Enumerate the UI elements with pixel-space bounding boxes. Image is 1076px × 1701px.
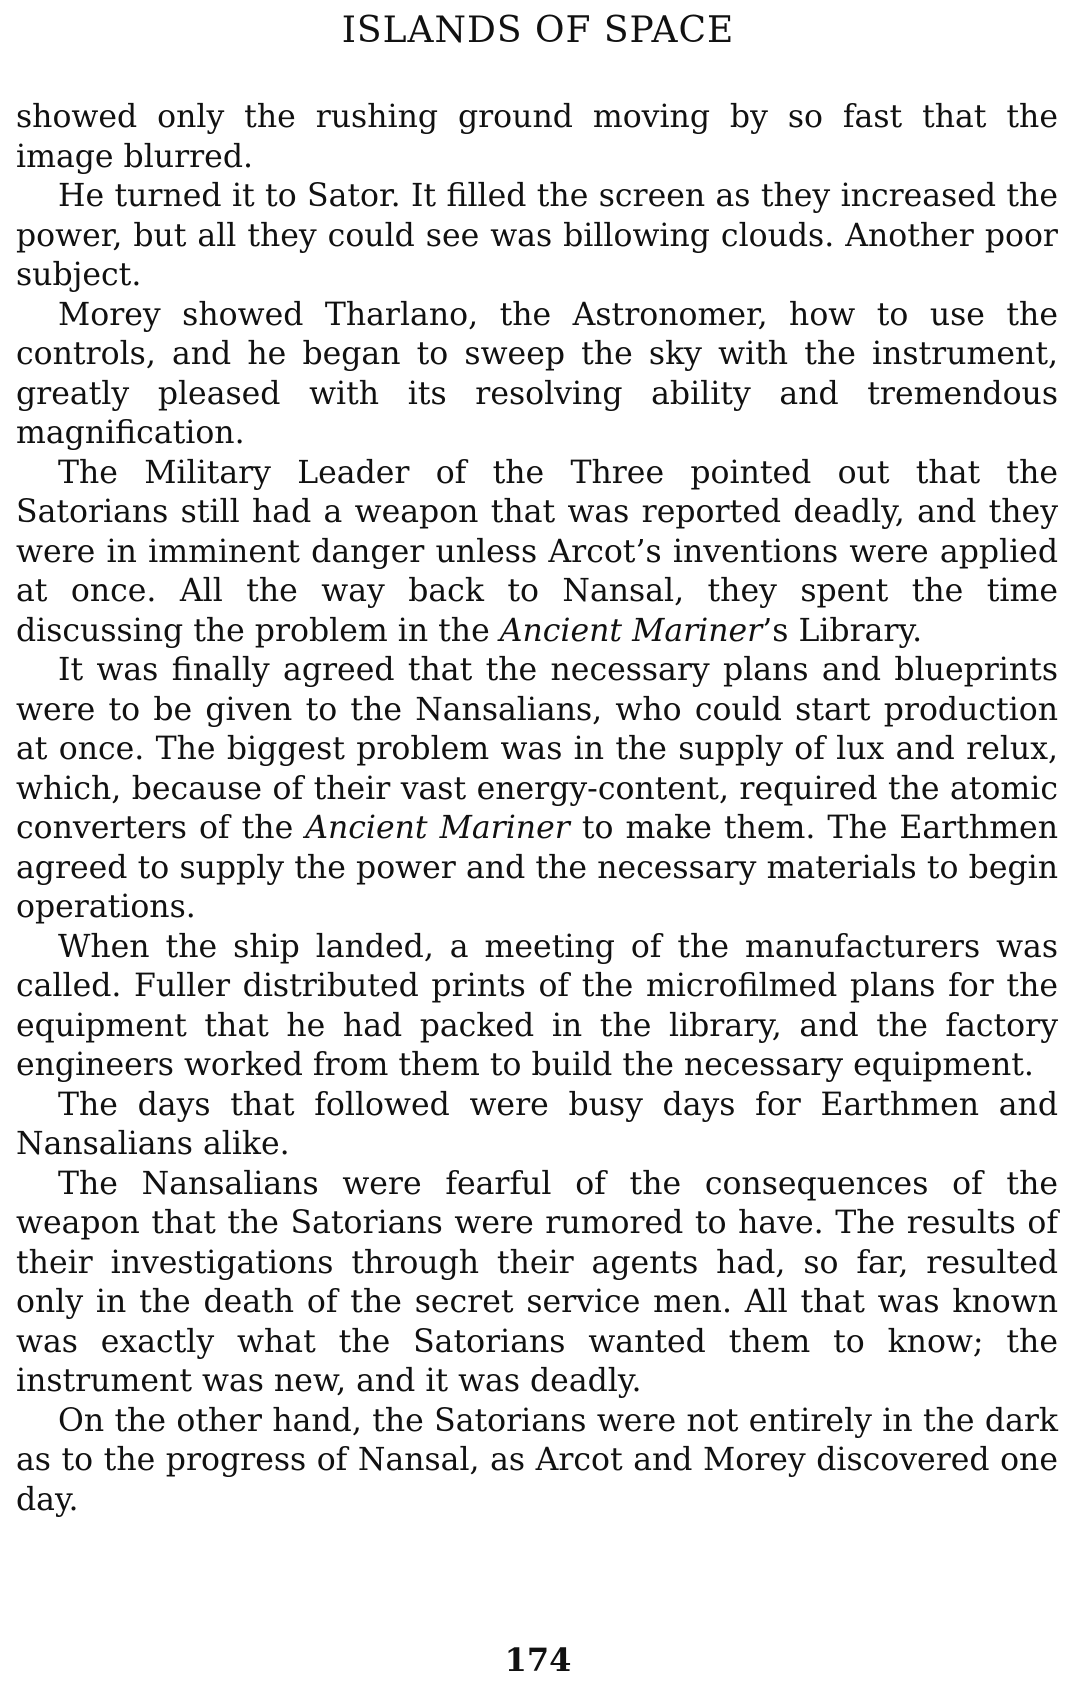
paragraph-text: The days that followed were busy days for Earthmen and Nansalians alike.: [16, 1086, 1058, 1162]
paragraph-text: Morey showed Tharlano, the Astronomer, how to use the controls, and he began to sweep the sky with the instrument, greatly pleased with its resolving ability and tremendous magnification.: [16, 296, 1058, 451]
paragraph-text: He turned it to Sator. It filled the screen as they increased the power, but all they could see was billowing clouds. Another poor subject.: [16, 178, 1058, 293]
paragraph-text: showed only the rushing ground moving by so fast that the image blurred.: [16, 99, 1058, 175]
ship-name-italic: Ancient Mariner: [499, 612, 763, 649]
paragraph: [16, 651, 1058, 928]
paragraph: [16, 98, 1058, 177]
paragraph-text: On the other hand, the Satorians were not entirely in the dark as to the progress of Nansal, as Arcot and Morey discovered one day.: [16, 1402, 1058, 1518]
paragraph-text: ’s Library.: [762, 612, 923, 649]
paragraph: [16, 177, 1058, 296]
paragraph: [16, 296, 1058, 454]
ship-name-italic: Ancient Mariner: [305, 810, 570, 846]
paragraph-text: The Nansalians were fearful of the consequences of the weapon that the Satorians were rumored to have. The results of their investigations through their agents had, so far, resulted only in the death of the secret service men. All that was known was exactly what the Satorians wanted them to know; the instrument was new, and it was deadly.: [16, 1165, 1058, 1399]
paragraph: [16, 1165, 1058, 1402]
paragraph-text: to make them. The Earthmen agreed to supply the power and the necessary materials to begin operations.: [16, 810, 1058, 925]
paragraph: [16, 1402, 1058, 1521]
body-text: [16, 98, 1058, 1520]
paragraph: [16, 454, 1058, 652]
paragraph: [16, 1086, 1058, 1165]
page-number: 174: [504, 1641, 572, 1679]
running-head: ISLANDS OF SPACE: [341, 10, 735, 51]
paragraph-text: When the ship landed, a meeting of the manufacturers was called. Fuller distributed prints of the microfilmed plans for the equipment that he had packed in the library, and the factory engineers worked from them to build the necessary equipment.: [16, 928, 1058, 1083]
paragraph: [16, 928, 1058, 1086]
paragraph-text: The Military Leader of the Three pointed out that the Satorians still had a weapon that was reported deadly, and they were in imminent danger unless Arcot’s inventions were applied at once. All the way back to Nansal, they spent the time discussing the problem in the: [16, 454, 1058, 649]
paragraph-text: It was finally agreed that the necessary plans and blueprints were to be given to the Nansalians, who could start production at once. The biggest problem was in the supply of lux and relux, which, because of their vast energy-content, required the atomic converters of the: [16, 652, 1058, 846]
